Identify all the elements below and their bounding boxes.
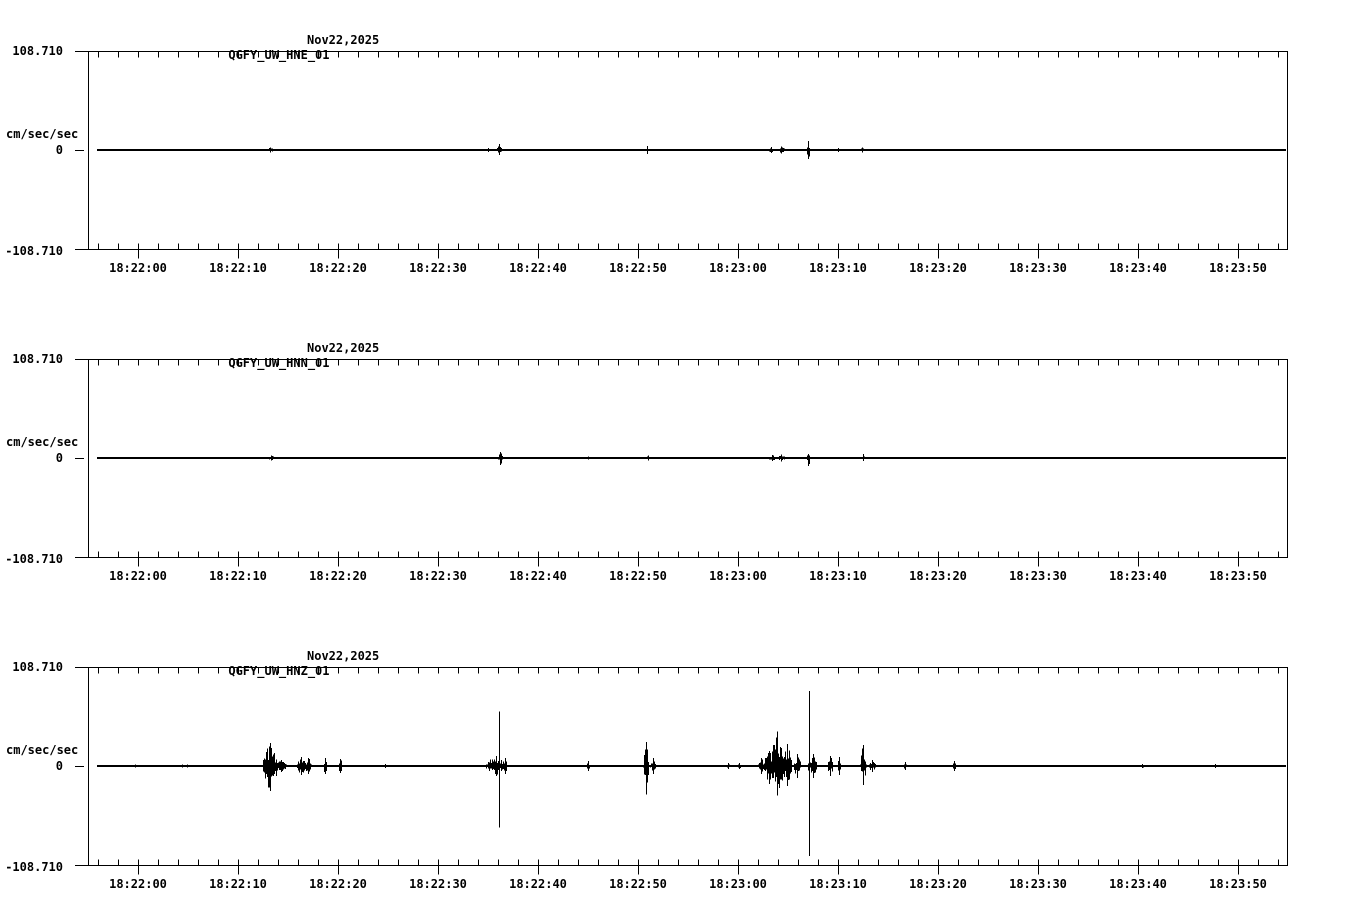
x-tick-label: 18:23:00 (709, 569, 767, 583)
x-tick-label: 18:22:10 (209, 877, 267, 891)
x-tick-label: 18:23:10 (809, 877, 867, 891)
x-tick-label: 18:23:00 (709, 261, 767, 275)
x-tick-label: 18:22:50 (609, 261, 667, 275)
x-tick-label: 18:23:40 (1109, 569, 1167, 583)
y-axis-units-label: cm/sec/sec (6, 127, 79, 141)
y-axis-max-label: 108.710 (12, 660, 63, 674)
y-axis-units-label: cm/sec/sec (6, 435, 79, 449)
y-axis-min-label: -108.710 (5, 860, 63, 874)
x-tick-label: 18:22:50 (609, 569, 667, 583)
x-tick-label: 18:22:40 (509, 261, 567, 275)
plot-title (185, 341, 380, 370)
x-tick-label: 18:23:40 (1109, 261, 1167, 275)
x-tick-label: 18:22:00 (109, 569, 167, 583)
x-tick-label: 18:23:30 (1009, 569, 1067, 583)
y-axis-units-label: cm/sec/sec (6, 743, 79, 757)
x-tick-label: 18:22:30 (409, 569, 467, 583)
x-tick-label: 18:22:10 (209, 569, 267, 583)
x-tick-label: 18:23:50 (1209, 261, 1267, 275)
y-axis-zero-label: 0 (55, 143, 63, 157)
y-axis-zero-label: 0 (55, 759, 63, 773)
plot-title (185, 33, 380, 62)
x-tick-label: 18:23:10 (809, 569, 867, 583)
x-axis-tick-labels (0, 569, 1358, 585)
y-axis-zero-label: 0 (55, 451, 63, 465)
y-axis-max-label: 108.710 (12, 352, 63, 366)
y-axis-min-label: -108.710 (5, 244, 63, 258)
y-axis-min-label: -108.710 (5, 552, 63, 566)
x-tick-label: 18:22:10 (209, 261, 267, 275)
x-tick-label: 18:22:40 (509, 877, 567, 891)
x-tick-label: 18:22:00 (109, 877, 167, 891)
x-axis-tick-labels (0, 261, 1358, 277)
x-tick-label: 18:22:30 (409, 261, 467, 275)
plot-title (185, 649, 380, 678)
x-tick-label: 18:23:30 (1009, 877, 1067, 891)
x-tick-label: 18:22:40 (509, 569, 567, 583)
x-tick-label: 18:22:20 (309, 877, 367, 891)
date-label: Nov22,2025 (307, 649, 380, 663)
seismogram-plot-hne (0, 0, 1358, 300)
x-tick-label: 18:22:30 (409, 877, 467, 891)
x-tick-label: 18:23:00 (709, 877, 767, 891)
station-channel-label: QGFY_UW_HNE_01 (228, 48, 330, 62)
x-tick-label: 18:23:10 (809, 261, 867, 275)
station-channel-label: QGFY_UW_HNZ_01 (228, 664, 330, 678)
x-tick-label: 18:22:50 (609, 877, 667, 891)
x-tick-label: 18:23:40 (1109, 877, 1167, 891)
x-tick-label: 18:22:20 (309, 261, 367, 275)
x-tick-label: 18:23:20 (909, 569, 967, 583)
x-tick-label: 18:23:30 (1009, 261, 1067, 275)
x-tick-label: 18:23:20 (909, 261, 967, 275)
x-tick-label: 18:23:20 (909, 877, 967, 891)
x-tick-label: 18:22:00 (109, 261, 167, 275)
seismogram-plot-hnz (0, 616, 1358, 916)
y-axis-max-label: 108.710 (12, 44, 63, 58)
station-channel-label: QGFY_UW_HNN_01 (228, 356, 330, 370)
x-tick-label: 18:23:50 (1209, 569, 1267, 583)
seismogram-plot-hnn (0, 308, 1358, 608)
x-tick-label: 18:23:50 (1209, 877, 1267, 891)
x-axis-tick-labels (0, 877, 1358, 893)
date-label: Nov22,2025 (307, 341, 380, 355)
date-label: Nov22,2025 (307, 33, 380, 47)
x-tick-label: 18:22:20 (309, 569, 367, 583)
